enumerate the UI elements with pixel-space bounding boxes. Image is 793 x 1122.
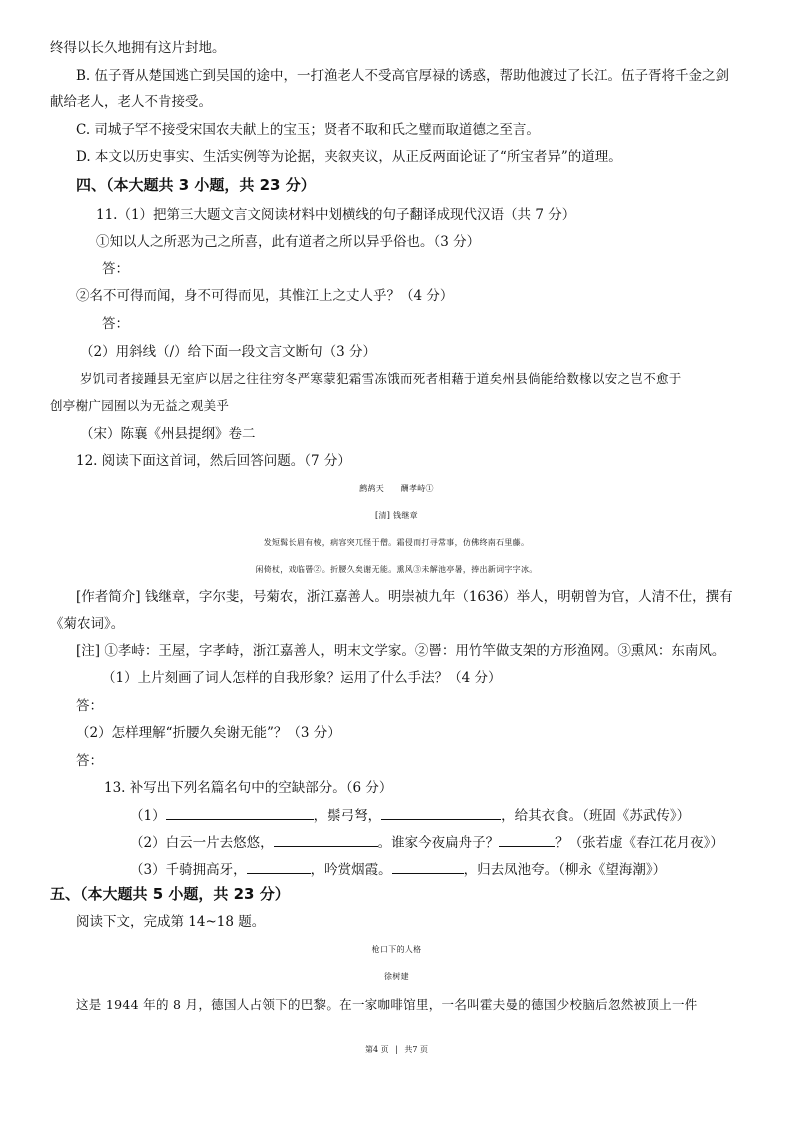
passage-source: （宋）陈襄《州县提纲》卷二 (80, 426, 256, 442)
fill-blank-line-1 (130, 805, 690, 826)
classical-passage-line: 创亭榭广园囿以为无益之观美乎 (50, 398, 230, 413)
article-title: 枪口下的人格 (371, 945, 422, 954)
fill-blank-line-3 (130, 859, 666, 880)
article-first-line: 这是 1944 年的 8 月，德国人占领下的巴黎。在一家咖啡馆里，一名叫霍夫曼的德国少校脑后忽然被顶上一件 (76, 997, 698, 1012)
page-number: 第4 页 (364, 1045, 389, 1054)
question-11-item-1: ①知以人之所恶为己之所喜，此有道者之所以异乎俗也。（3 分） (96, 234, 481, 250)
text-line: 终得以长久地拥有这片封地。 (50, 40, 226, 56)
section-four-heading: 四、（本大题共 3 小题，共 23 分） (76, 176, 316, 194)
answer-blank[interactable] (499, 832, 555, 847)
answer-label: 答： (102, 261, 129, 277)
article-author: 徐树建 (384, 972, 409, 981)
question-12-prompt: 12. 阅读下面这首词，然后回答问题。（7 分） (76, 453, 351, 469)
page-total: 共7 页 (404, 1045, 429, 1054)
poem-author: [清] 钱继章 (375, 511, 418, 520)
footer-separator: | (395, 1045, 398, 1054)
poem-notes: [注] ①孝峙：王屋，字孝峙，浙江嘉善人，明末文学家。②罾：用竹竿做支架的方形渔网。③熏风：东南风。 (76, 643, 726, 659)
poem-line: 闲倚杖，戏临罾②。折腰久矣谢无能。熏风③未解池亭暑，捧出新词字字冰。 (255, 565, 538, 574)
blank-text: 。谁家今夜扁舟子？ (377, 835, 500, 851)
question-11-item-2: ②名不可得而闻，身不可得而见，其惟江上之丈人乎？（4 分） (76, 288, 454, 304)
page-footer (0, 1040, 793, 1060)
text-line: 献给老人，老人不肯接受。 (50, 94, 212, 110)
answer-label: 答： (102, 316, 129, 332)
blank-text: ，给其衣食。（班固《苏武传》） (501, 808, 691, 824)
blank-prefix: （1） (130, 808, 166, 824)
blank-text: ，鬃弓弩， (313, 808, 382, 824)
answer-blank[interactable] (392, 859, 464, 874)
fill-blank-line-2 (130, 832, 724, 853)
question-12-part-2: （2）怎样理解“折腰久矣谢无能”？（3 分） (76, 725, 341, 741)
blank-text: ，吟赏烟霞。 (310, 862, 392, 878)
author-intro: [作者简介] 钱继章，字尔斐，号菊农，浙江嘉善人。明崇祯九年（1636）举人，明朝曾为官，人清不仕，撰有 (76, 589, 733, 605)
answer-blank[interactable] (166, 805, 314, 820)
answer-label: 答： (76, 753, 103, 769)
classical-passage-line: 岁饥司者接踵县无室庐以居之往往穷冬严寒蒙犯霜雪冻饿而死者相藉于道矣州县倘能给数椽以安之岂不愈于 (80, 371, 682, 386)
author-intro-cont: 《菊农词》。 (50, 616, 125, 632)
blank-text: ？（张若虚《春江花月夜》） (555, 835, 724, 851)
answer-label: 答： (76, 698, 103, 714)
question-12-part-1: （1）上片刻画了词人怎样的自我形象？运用了什么手法？（4 分） (102, 670, 502, 686)
reading-instruction: 阅读下文，完成第 14~18 题。 (76, 914, 266, 930)
poem-title: 鹧鸪天 酬孝峙① (359, 484, 434, 493)
answer-blank[interactable] (274, 832, 378, 847)
poem-line: 发短髯长眉有棱，病容突兀怪于僧。霜侵而打寻常事，仿佛终南石里藤。 (263, 538, 530, 547)
option-b-line: B. 伍子胥从楚国逃亡到吴国的途中，一打渔老人不受高官厚禄的诱惑，帮助他渡过了长江。伍子胥将千金之剑 (76, 68, 730, 84)
section-five-heading: 五、（本大题共 5 小题，共 23 分） (50, 885, 290, 903)
option-d-line: D. 本文以历史事实、生活实例等为论据，夹叙夹议，从正反两面论证了“所宝者异”的道理。 (76, 149, 622, 165)
question-11-part-2: （2）用斜线（/）给下面一段文言文断句（3 分） (80, 344, 377, 360)
question-11-prompt: 11.（1）把第三大题文言文阅读材料中划横线的句子翻译成现代汉语（共 7 分） (96, 207, 576, 223)
blank-prefix: （3）千骑拥高牙， (130, 862, 247, 878)
blank-prefix: （2）白云一片去悠悠， (130, 835, 274, 851)
question-13-prompt: 13. 补写出下列名篇名句中的空缺部分。（6 分） (104, 780, 393, 796)
answer-blank[interactable] (381, 805, 501, 820)
answer-blank[interactable] (247, 859, 311, 874)
blank-text: ，归去凤池夸。（柳永《望海潮》） (463, 862, 667, 878)
option-c-line: C. 司城子罕不接受宋国农夫献上的宝玉；贤者不取和氏之璧而取道德之至言。 (76, 122, 540, 138)
